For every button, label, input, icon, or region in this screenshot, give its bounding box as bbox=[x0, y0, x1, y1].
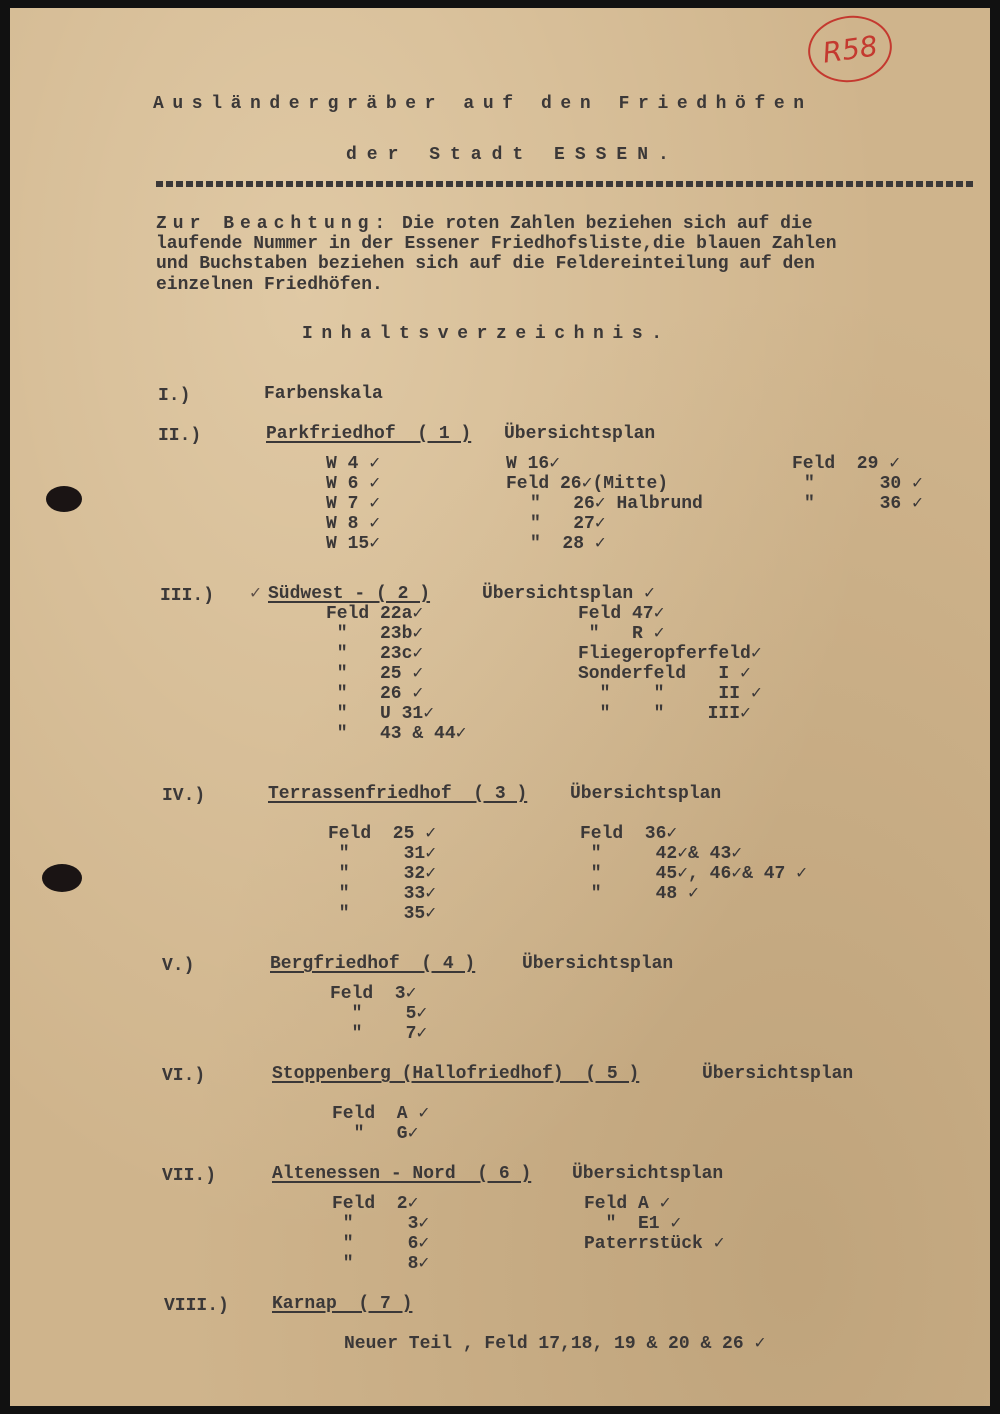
section-4-plan: Übersichtsplan bbox=[570, 784, 722, 804]
section-2-number: II.) bbox=[158, 426, 202, 446]
section-3-plan: Übersichtsplan ✓ bbox=[482, 584, 655, 604]
s3-c1-5: " U 31✓ bbox=[326, 704, 435, 724]
punch-hole-lower bbox=[42, 864, 82, 892]
section-3-check: ✓ bbox=[250, 584, 261, 604]
section-7-name: Altenessen - Nord ( 6 ) bbox=[272, 1164, 532, 1184]
s3-c2-2: Fliegeropferfeld✓ bbox=[578, 644, 762, 664]
stamp-label: R58 bbox=[820, 28, 880, 70]
section-2-name: Parkfriedhof ( 1 ) bbox=[266, 424, 472, 444]
section-6-number: VI.) bbox=[162, 1066, 206, 1086]
title-divider bbox=[156, 181, 974, 187]
s2-c2-3: " 27✓ bbox=[530, 514, 606, 534]
section-4-number: IV.) bbox=[162, 786, 206, 806]
s3-c2-5: " " III✓ bbox=[578, 704, 751, 724]
s7-c1-3: " 8✓ bbox=[332, 1254, 430, 1274]
s2-c2-2: " 26✓ Halbrund bbox=[530, 494, 703, 514]
s5-c1-2: " 7✓ bbox=[330, 1024, 428, 1044]
s3-c1-4: " 26 ✓ bbox=[326, 684, 424, 704]
s2-c1-3: W 8 ✓ bbox=[326, 514, 381, 534]
s3-c1-3: " 25 ✓ bbox=[326, 664, 424, 684]
s7-c2-1: " E1 ✓ bbox=[584, 1214, 682, 1234]
document-page bbox=[10, 8, 990, 1406]
s4-c1-4: " 35✓ bbox=[328, 904, 437, 924]
s4-c1-1: " 31✓ bbox=[328, 844, 437, 864]
section-3-name: Südwest - ( 2 ) bbox=[268, 584, 431, 604]
s4-c1-0: Feld 25 ✓ bbox=[328, 824, 437, 844]
s7-c1-2: " 6✓ bbox=[332, 1234, 430, 1254]
s4-c1-3: " 33✓ bbox=[328, 884, 437, 904]
section-6-name: Stoppenberg (Hallofriedhof) ( 5 ) bbox=[272, 1064, 640, 1084]
s2-c1-0: W 4 ✓ bbox=[326, 454, 381, 474]
toc-title: Inhaltsverzeichnis. bbox=[302, 324, 671, 344]
s2-c3-2: " 36 ✓ bbox=[804, 494, 923, 514]
section-5-name: Bergfriedhof ( 4 ) bbox=[270, 954, 476, 974]
note-line-4: einzelnen Friedhöfen. bbox=[156, 275, 383, 295]
note-text-1: Die roten Zahlen beziehen sich auf die bbox=[391, 214, 813, 234]
section-8-number: VIII.) bbox=[164, 1296, 229, 1316]
section-7-number: VII.) bbox=[162, 1166, 217, 1186]
s5-c1-0: Feld 3✓ bbox=[330, 984, 417, 1004]
s5-c1-1: " 5✓ bbox=[330, 1004, 428, 1024]
s4-c1-2: " 32✓ bbox=[328, 864, 437, 884]
section-8-extra: Neuer Teil , Feld 17,18, 19 & 20 & 26 ✓ bbox=[344, 1334, 766, 1354]
s6-c1-0: Feld A ✓ bbox=[332, 1104, 430, 1124]
s7-c1-0: Feld 2✓ bbox=[332, 1194, 419, 1214]
s4-c2-0: Feld 36✓ bbox=[580, 824, 678, 844]
title-line-1: Ausländergräber auf den Friedhöfen bbox=[153, 94, 813, 114]
s3-c1-2: " 23c✓ bbox=[326, 644, 424, 664]
section-5-plan: Übersichtsplan bbox=[522, 954, 674, 974]
s2-c2-1: Feld 26✓(Mitte) bbox=[506, 474, 669, 494]
s6-c1-1: " G✓ bbox=[332, 1124, 419, 1144]
section-2-plan: Übersichtsplan bbox=[504, 424, 656, 444]
section-6-plan: Übersichtsplan bbox=[702, 1064, 854, 1084]
note-lead: Zur Beachtung: bbox=[156, 214, 392, 234]
s7-c2-2: Paterrstück ✓ bbox=[584, 1234, 725, 1254]
section-5-number: V.) bbox=[162, 956, 195, 976]
note-line-1 bbox=[156, 214, 813, 234]
s7-c1-1: " 3✓ bbox=[332, 1214, 430, 1234]
archive-stamp bbox=[804, 10, 896, 87]
s2-c3-0: Feld 29 ✓ bbox=[792, 454, 901, 474]
punch-hole-upper bbox=[46, 486, 82, 512]
s3-c1-6: " 43 & 44✓ bbox=[326, 724, 467, 744]
title-line-2: der Stadt ESSEN. bbox=[346, 145, 679, 165]
s3-c2-1: " R ✓ bbox=[578, 624, 665, 644]
s2-c2-4: " 28 ✓ bbox=[530, 534, 606, 554]
s2-c2-0: W 16✓ bbox=[506, 454, 561, 474]
section-8-name: Karnap ( 7 ) bbox=[272, 1294, 413, 1314]
s3-c2-3: Sonderfeld I ✓ bbox=[578, 664, 751, 684]
s4-c2-3: " 48 ✓ bbox=[580, 884, 699, 904]
s4-c2-1: " 42✓& 43✓ bbox=[580, 844, 743, 864]
s2-c1-1: W 6 ✓ bbox=[326, 474, 381, 494]
section-7-plan: Übersichtsplan bbox=[572, 1164, 724, 1184]
s2-c1-2: W 7 ✓ bbox=[326, 494, 381, 514]
s2-c3-1: " 30 ✓ bbox=[804, 474, 923, 494]
s3-c1-0: Feld 22a✓ bbox=[326, 604, 424, 624]
section-4-name: Terrassenfriedhof ( 3 ) bbox=[268, 784, 528, 804]
s7-c2-0: Feld A ✓ bbox=[584, 1194, 671, 1214]
section-3-number: III.) bbox=[160, 586, 215, 606]
section-1-number: I.) bbox=[158, 386, 191, 406]
s3-c1-1: " 23b✓ bbox=[326, 624, 424, 644]
s4-c2-2: " 45✓, 46✓& 47 ✓ bbox=[580, 864, 807, 884]
section-1-name: Farbenskala bbox=[264, 384, 383, 404]
note-line-3: und Buchstaben beziehen sich auf die Feldereinteilung auf den bbox=[156, 254, 815, 274]
s2-c1-4: W 15✓ bbox=[326, 534, 381, 554]
s3-c2-4: " " II ✓ bbox=[578, 684, 762, 704]
s3-c2-0: Feld 47✓ bbox=[578, 604, 665, 624]
note-line-2: laufende Nummer in der Essener Friedhofsliste,die blauen Zahlen bbox=[156, 234, 837, 254]
